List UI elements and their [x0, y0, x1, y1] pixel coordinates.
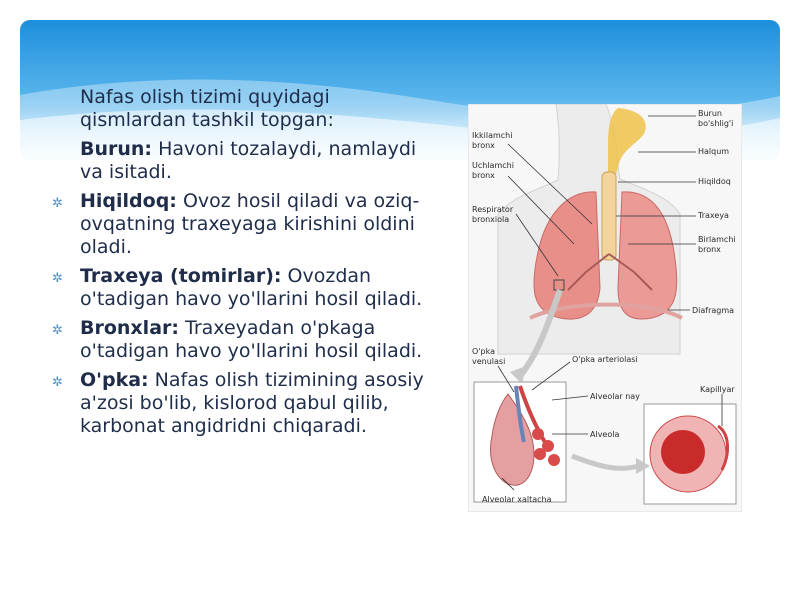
- label-hiqildoq: Hiqildoq: [698, 177, 731, 186]
- bullet-icon: ✲: [52, 375, 63, 390]
- label-ikkilamchi: Ikkilamchi: [472, 131, 513, 140]
- label-venula-2: venulasi: [472, 357, 506, 366]
- item-hiqildoq: [52, 190, 440, 259]
- label-respirator-2: bronxiola: [472, 215, 510, 224]
- item-term: O'pka:: [80, 369, 149, 391]
- item-burun: [52, 138, 440, 184]
- respiratory-system-figure: [468, 104, 742, 512]
- item-term: Hiqildoq:: [80, 190, 177, 212]
- item-term: Bronxlar:: [80, 317, 179, 339]
- label-uchlamchi: Uchlamchi: [472, 161, 514, 170]
- label-respirator: Respirator: [472, 205, 514, 214]
- item-desc: Ovoz hosil qiladi va oziq-ovqatning traxeyaga kirishini oldini oladi.: [80, 190, 420, 258]
- label-arteriola: O'pka arteriolasi: [572, 355, 638, 364]
- content-text: [52, 86, 440, 444]
- label-traxeya: Traxeya: [698, 211, 729, 220]
- bullet-icon: ✲: [52, 271, 63, 286]
- label-ikkilamchi-2: bronx: [472, 141, 495, 150]
- item-traxeya: [52, 265, 440, 311]
- item-desc: Ovozdan o'tadigan havo yo'llarini hosil qiladi.: [80, 265, 423, 310]
- bullet-icon: ✲: [52, 196, 63, 211]
- label-birlamchi: Birlamchi: [698, 235, 736, 244]
- intro-text: Nafas olish tizimi quyidagi qismlardan tashkil topgan:: [80, 86, 334, 131]
- item-bronxlar: [52, 317, 440, 363]
- intro-paragraph: [52, 86, 440, 132]
- label-burun-2: bo'shlig'i: [698, 119, 734, 128]
- label-alveola: Alveola: [590, 430, 620, 439]
- bullet-icon: ✲: [52, 323, 63, 338]
- item-desc: Havoni tozalaydi, namlaydi va isitadi.: [80, 138, 417, 183]
- label-alveolar-xaltacha: Alveolar xaltacha: [482, 495, 552, 504]
- label-venula: O'pka: [472, 347, 495, 356]
- item-opka: [52, 369, 440, 438]
- label-uchlamchi-2: bronx: [472, 171, 495, 180]
- label-kapillyar: Kapillyar: [700, 385, 735, 394]
- label-alveolar-nay: Alveolar nay: [590, 392, 640, 401]
- label-halqum: Halqum: [698, 147, 730, 156]
- label-birlamchi-2: bronx: [698, 245, 721, 254]
- item-desc: Traxeyadan o'pkaga o'tadigan havo yo'llarini hosil qiladi.: [80, 317, 423, 362]
- item-term: Traxeya (tomirlar):: [80, 265, 282, 287]
- label-diafragma: Diafragma: [692, 306, 735, 315]
- item-term: Burun:: [80, 138, 153, 160]
- item-desc: Nafas olish tizimining asosiy a'zosi bo'lib, kislorod qabul qilib, karbonat angidridni chiqaradi.: [80, 369, 424, 437]
- label-burun: Burun: [698, 109, 722, 118]
